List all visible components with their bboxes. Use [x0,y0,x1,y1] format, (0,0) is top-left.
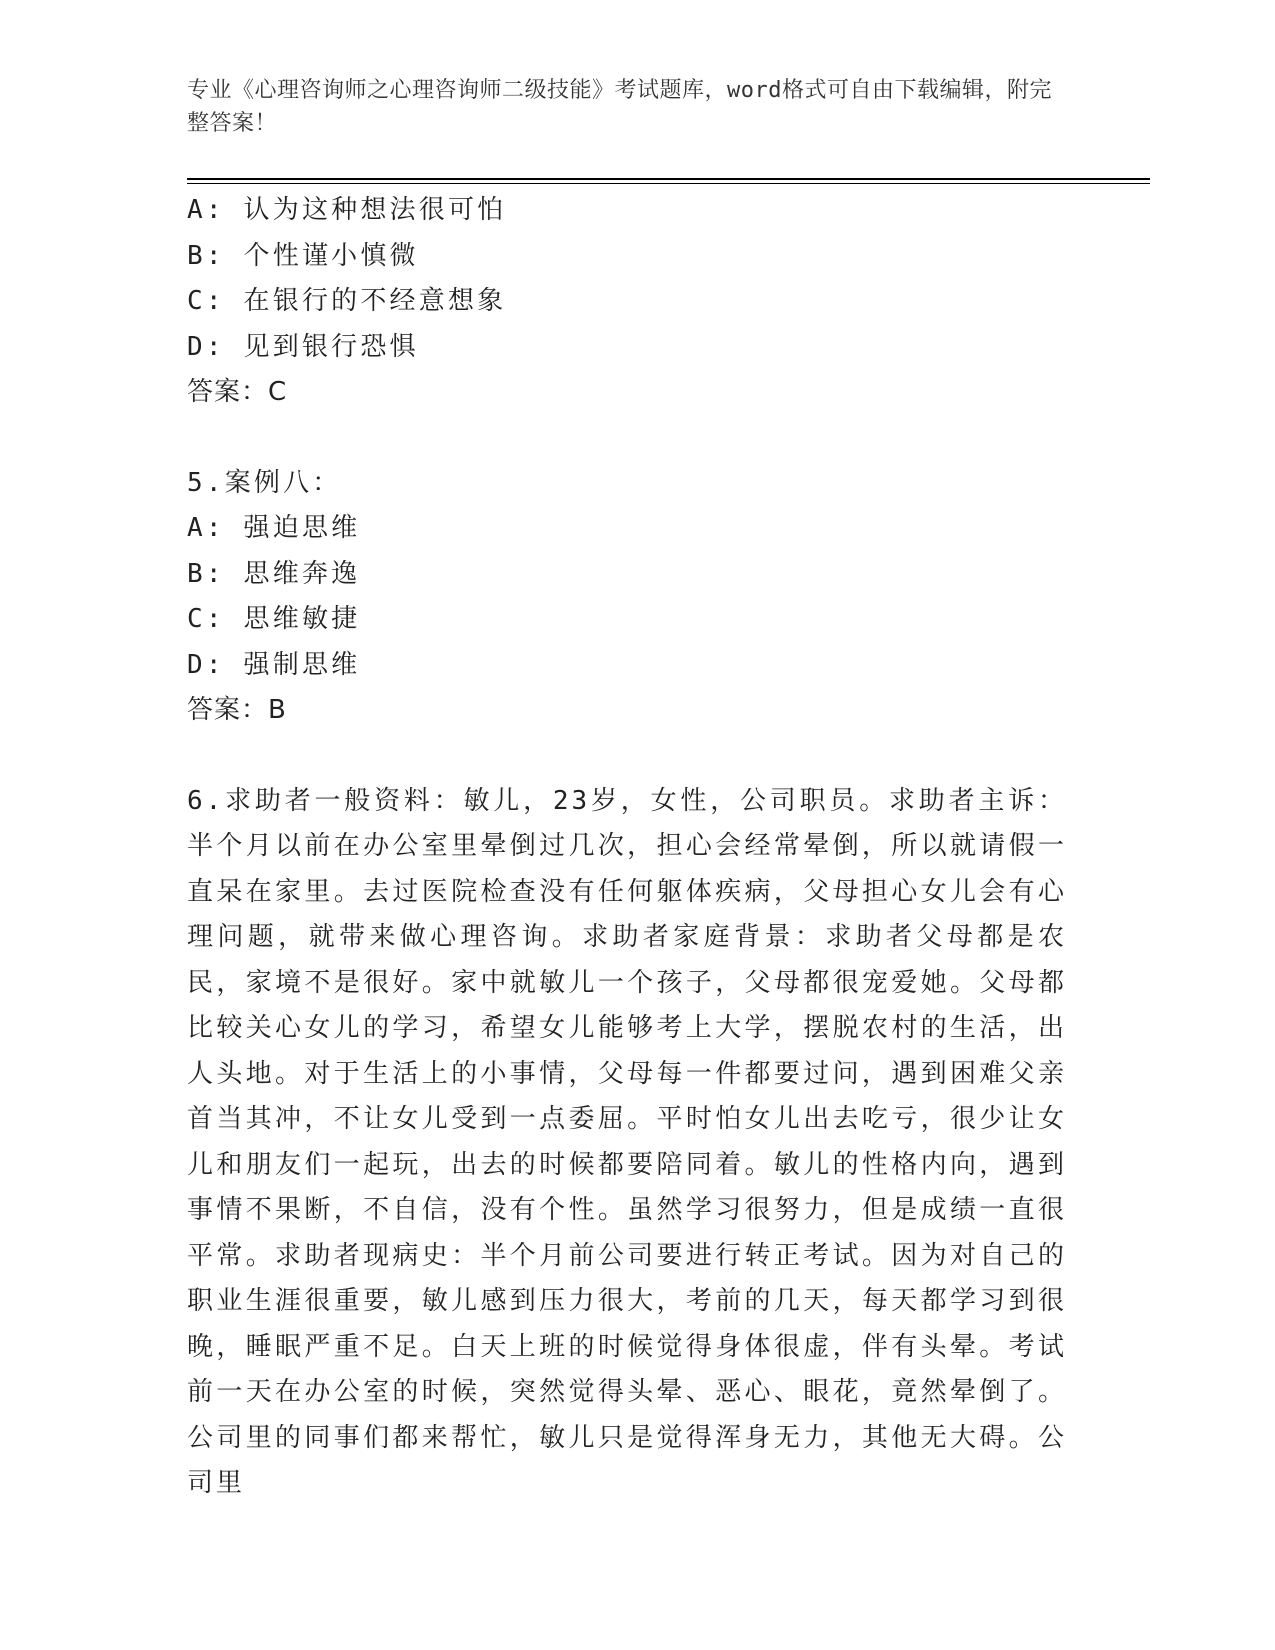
option-b: B: 个性谨小慎微 [187,240,419,271]
question-5 [187,461,1067,734]
answer: 答案：B [187,695,287,725]
answer: 答案：C [187,377,288,407]
option-d: D: 强制思维 [187,649,361,680]
document-body [187,188,1067,1507]
header-rule-thin [187,183,1150,184]
question-6 [187,779,1067,1507]
option-d: D: 见到银行恐惧 [187,331,419,362]
spacer [187,416,1067,461]
question-stem: 6.求助者一般资料：敏儿，23岁，女性，公司职员。求助者主诉：半个月以前在办公室里晕倒过几次，担心会经常晕倒，所以就请假一直呆在家里。去过医院检查没有任何躯体疾病，父母担心女儿会有心理问题，就带来做心理咨询。求助者家庭背景：求助者父母都是农民，家境不是很好。家中就敏儿一个孩子，父母都很宠爱她。父母都比较关心女儿的学习，希望女儿能够考上大学，摆脱农村的生活，出人头地。对于生活上的小事情，父母每一件都要过问，遇到困难父亲首当其冲，不让女儿受到一点委屈。平时怕女儿出去吃亏，很少让女儿和朋友们一起玩，出去的时候都要陪同着。敏儿的性格内向，遇到事情不果断，不自信，没有个性。虽然学习很努力，但是成绩一直很平常。求助者现病史：半个月前公司要进行转正考试。因为对自己的职业生涯很重要，敏儿感到压力很大，考前的几天，每天都学习到很晚，睡眠严重不足。白天上班的时候觉得身体很虚，伴有头晕。考试前一天在办公室的时候，突然觉得头晕、恶心、眼花，竟然晕倒了。公司里的同事们都来帮忙，敏儿只是觉得浑身无力，其他无大碍。公司里 [187,785,1067,1498]
option-a: A: 认为这种想法很可怕 [187,195,507,225]
document-header: 专业《心理咨询师之心理咨询师二级技能》考试题库，word格式可自由下载编辑，附完整答案！ [187,78,1052,136]
question-stem: 5.案例八： [187,467,342,498]
option-c: C: 在银行的不经意想象 [187,286,507,316]
option-b: B: 思维奔逸 [187,558,361,589]
header-rule-thick [187,178,1150,180]
option-a: A: 强迫思维 [187,513,361,543]
option-c: C: 思维敏捷 [187,604,361,634]
spacer [187,734,1067,779]
question-4-tail [187,188,1067,416]
